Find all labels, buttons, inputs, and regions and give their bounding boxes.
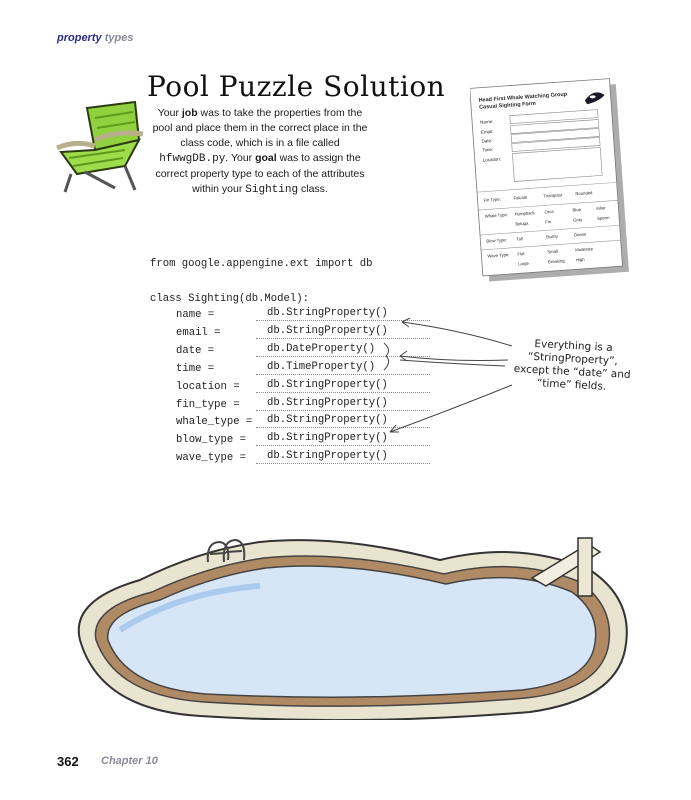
attr-location: location = — [176, 381, 240, 393]
form-field-email: Email: — [480, 128, 494, 135]
form-title-2: Casual Sighting Form — [478, 100, 537, 111]
handwritten-note: Everything is a “StringProperty”, except the “date” and “time” fields. — [513, 337, 631, 393]
svg-text:Triangular: Triangular — [543, 192, 563, 199]
intro-filename: hfwwgDB.py — [159, 153, 226, 165]
svg-text:Rounded: Rounded — [575, 190, 593, 197]
value-name: db.StringProperty() — [256, 307, 430, 321]
svg-text:Falcate: Falcate — [513, 194, 528, 201]
svg-text:Tall: Tall — [516, 236, 523, 242]
value-whale-type: db.StringProperty() — [256, 414, 430, 428]
value-email: db.StringProperty() — [256, 325, 430, 339]
svg-text:Blue: Blue — [572, 206, 582, 213]
form-fin-label: Fin Type: — [483, 196, 501, 203]
form-field-date: Date: — [481, 137, 493, 144]
svg-text:Bushy: Bushy — [546, 233, 559, 240]
svg-text:Dense: Dense — [574, 231, 587, 238]
value-time: db.TimeProperty() — [256, 361, 430, 375]
header-topic: types — [104, 32, 134, 44]
form-field-name: Name: — [479, 118, 494, 125]
form-whale-label: Whale Type: — [484, 212, 509, 219]
svg-text:Humpback: Humpback — [514, 210, 535, 217]
attr-whale-type: whale_type = — [176, 416, 253, 428]
form-field-location: Location: — [482, 156, 502, 163]
svg-text:Beluga: Beluga — [515, 220, 529, 227]
attr-fin-type: fin_type = — [176, 399, 240, 411]
attr-time: time = — [176, 363, 215, 375]
attr-name: name = — [176, 309, 215, 321]
form-wave-label: Wave Type: — [487, 252, 510, 259]
pool-illustration — [60, 520, 640, 720]
svg-text:Moderate: Moderate — [575, 246, 594, 253]
intro-classname: Sighting — [245, 184, 299, 196]
value-fin-type: db.StringProperty() — [256, 397, 430, 411]
attr-blow-type: blow_type = — [176, 434, 246, 446]
svg-text:Gray: Gray — [573, 216, 583, 223]
svg-text:Fin: Fin — [545, 219, 552, 225]
attr-wave-type: wave_type = — [176, 452, 246, 464]
svg-text:Sperm: Sperm — [596, 214, 610, 221]
form-blow-label: Blow Type: — [486, 237, 507, 244]
intro-job: job — [181, 107, 198, 119]
value-location: db.StringProperty() — [256, 379, 430, 393]
page-title: Pool Puzzle Solution — [147, 70, 446, 103]
intro-goal: goal — [255, 152, 277, 164]
chapter-label: Chapter 10 — [101, 755, 158, 767]
value-blow-type: db.StringProperty() — [256, 432, 430, 446]
form-field-time: Time: — [481, 146, 494, 153]
code-class-line: class Sighting(db.Model): — [150, 293, 309, 305]
svg-text:Orca: Orca — [544, 208, 554, 215]
code-import-line: from google.appengine.ext import db — [150, 258, 373, 270]
header-section: property — [57, 32, 102, 44]
svg-text:High: High — [575, 256, 585, 263]
page-number: 362 — [57, 754, 79, 769]
svg-text:Killer: Killer — [596, 205, 606, 211]
svg-text:Breaking: Breaking — [547, 258, 565, 265]
attr-email: email = — [176, 327, 221, 339]
value-wave-type: db.StringProperty() — [256, 450, 430, 464]
intro-paragraph: Your job was to take the properties from the pool and place them in the correct place in the class code, which is in a file called hfwwgDB.py. Your goal was to assign the correct property type to each of the attributes within your Sighting class. — [152, 107, 368, 196]
form-title-1: Head First Whale Watching Group — [478, 91, 568, 104]
svg-text:Small: Small — [547, 248, 558, 255]
svg-text:Large: Large — [517, 260, 529, 267]
attr-date: date = — [176, 345, 215, 357]
value-date: db.DateProperty() — [256, 343, 430, 357]
svg-text:Flat: Flat — [517, 250, 525, 257]
